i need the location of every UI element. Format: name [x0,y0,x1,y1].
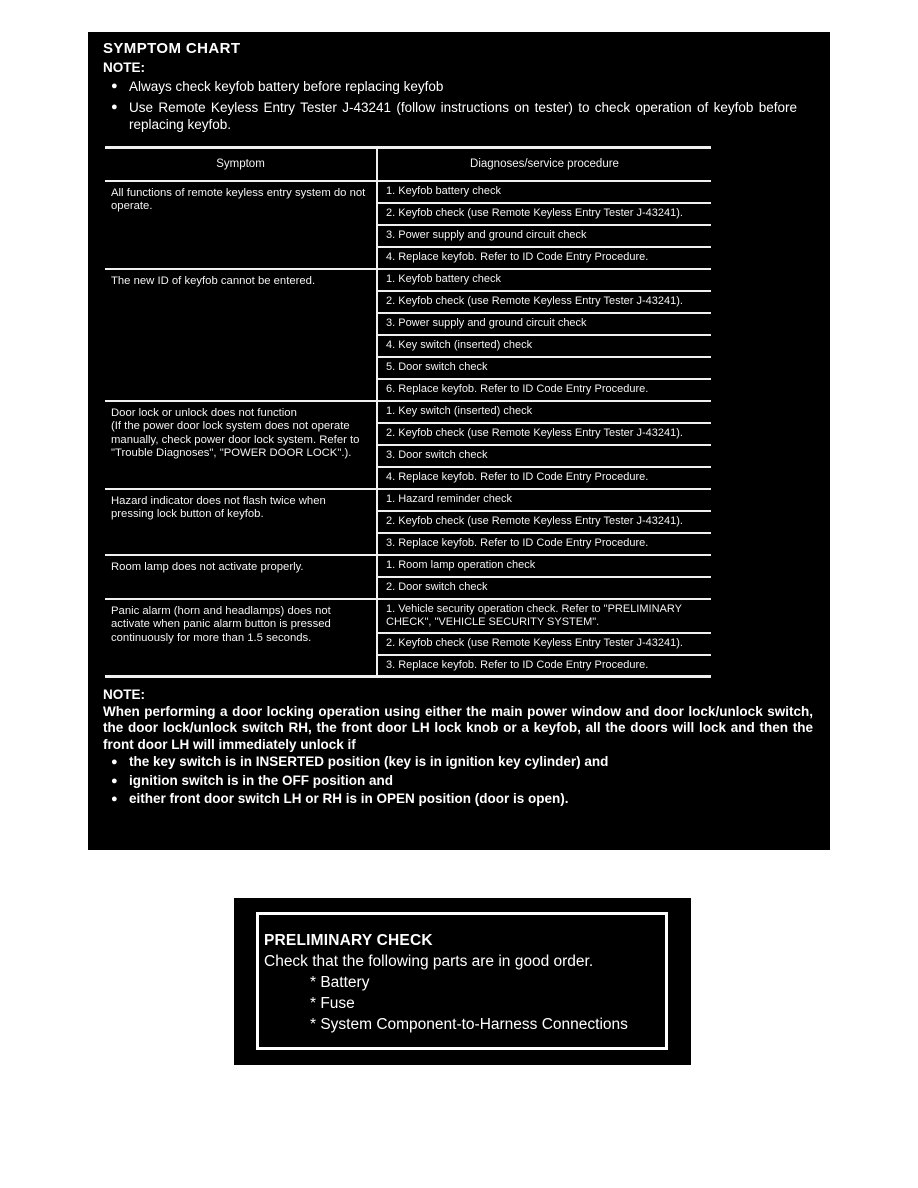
preliminary-check-figure [234,898,691,1065]
bottom-note-text: the key switch is in INSERTED position (key is in ignition key cylinder) and [129,754,609,769]
procedure-cell: 2. Keyfob check (use Remote Keyless Entry Tester J-43241). [377,203,711,225]
bottom-note-text: either front door switch LH or RH is in OPEN position (door is open). [129,791,569,806]
table-row [105,401,711,423]
bullet-icon: ● [111,793,118,805]
preliminary-check-item: * Battery [310,974,370,991]
preliminary-check-item: * System Component-to-Harness Connections [310,1016,628,1033]
table-row [105,181,711,203]
procedure-cell: 2. Keyfob check (use Remote Keyless Entry Tester J-43241). [377,291,711,313]
procedure-cell: 6. Replace keyfob. Refer to ID Code Entry Procedure. [377,379,711,401]
symptom-cell [105,401,377,489]
procedure-cell: 5. Door switch check [377,357,711,379]
symptom-chart-panel [88,32,830,850]
table-row [105,489,711,511]
procedure-cell: 2. Keyfob check (use Remote Keyless Entry Tester J-43241). [377,633,711,655]
symptom-cell: All functions of remote keyless entry system do not operate. [105,181,377,269]
procedure-cell: 3. Replace keyfob. Refer to ID Code Entry Procedure. [377,655,711,677]
table-row [105,599,711,633]
procedure-cell: 1. Keyfob battery check [377,181,711,203]
page-title: SYMPTOM CHART [103,40,241,57]
bottom-note [103,687,815,808]
procedure-cell: 2. Door switch check [377,577,711,599]
preliminary-check-frame [256,912,668,1050]
preliminary-check-title: PRELIMINARY CHECK [264,932,433,949]
bullet-icon: ● [111,101,118,113]
symptom-note-text: (If the power door lock system does not operate manually, check power door lock system. Refer to "Trouble Diagnoses", "POWER DOOR LOCK".). [111,420,360,459]
procedure-cell: 3. Door switch check [377,445,711,467]
top-note-text: Use Remote Keyless Entry Tester J-43241 (follow instructions on tester) to check operation of keyfob before replacing keyfob. [129,100,797,132]
procedure-cell: 1. Vehicle security operation check. Refer to "PRELIMINARY CHECK", "VEHICLE SECURITY SYSTEM". [377,599,711,633]
preliminary-check-subtitle: Check that the following parts are in good order. [264,953,594,970]
procedure-cell: 4. Replace keyfob. Refer to ID Code Entry Procedure. [377,467,711,489]
symptom-table [105,146,711,678]
procedure-cell: 1. Keyfob battery check [377,269,711,291]
procedure-cell: 3. Power supply and ground circuit check [377,225,711,247]
preliminary-check-item: * Fuse [310,995,355,1012]
symptom-cell: Room lamp does not activate properly. [105,555,377,599]
preliminary-check-items [310,972,659,1035]
table-row [105,269,711,291]
top-note-item [103,78,815,95]
top-note-label: NOTE: [103,60,145,75]
symptom-cell: The new ID of keyfob cannot be entered. [105,269,377,401]
procedure-cell: 4. Key switch (inserted) check [377,335,711,357]
bullet-icon: ● [111,774,118,787]
procedure-cell: 3. Replace keyfob. Refer to ID Code Entry Procedure. [377,533,711,555]
procedure-cell: 1. Room lamp operation check [377,555,711,577]
bottom-note-item [103,791,815,808]
bottom-note-item [103,754,815,771]
column-header-symptom: Symptom [105,148,377,181]
bottom-note-item [103,773,815,790]
symptom-text: Door lock or unlock does not function [111,406,297,419]
column-header-procedure: Diagnoses/service procedure [377,148,711,181]
procedure-cell: 1. Hazard reminder check [377,489,711,511]
bottom-note-paragraph: When performing a door locking operation using either the main power window and door lock/unlock switch, the door lock/unlock switch RH, the front door LH lock knob or a keyfob, all the doors will lock and then the front door LH will immediately unlock if [103,703,813,752]
procedure-cell: 3. Power supply and ground circuit check [377,313,711,335]
bullet-icon: ● [111,80,118,92]
table-row [105,555,711,577]
table-header-row [105,148,711,181]
bottom-note-label: NOTE: [103,687,145,702]
symptom-cell: Hazard indicator does not flash twice when pressing lock button of keyfob. [105,489,377,555]
symptom-cell: Panic alarm (horn and headlamps) does not activate when panic alarm button is pressed continuously for more than 1.5 seconds. [105,599,377,677]
procedure-cell: 2. Keyfob check (use Remote Keyless Entry Tester J-43241). [377,423,711,445]
procedure-cell: 2. Keyfob check (use Remote Keyless Entry Tester J-43241). [377,511,711,533]
procedure-cell: 1. Key switch (inserted) check [377,401,711,423]
bullet-icon: ● [111,756,118,768]
procedure-cell: 4. Replace keyfob. Refer to ID Code Entry Procedure. [377,247,711,269]
top-note-text: Always check keyfob battery before replacing keyfob [129,79,444,94]
top-note-item [103,99,815,133]
bottom-note-text: ignition switch is in the OFF position and [129,772,393,788]
